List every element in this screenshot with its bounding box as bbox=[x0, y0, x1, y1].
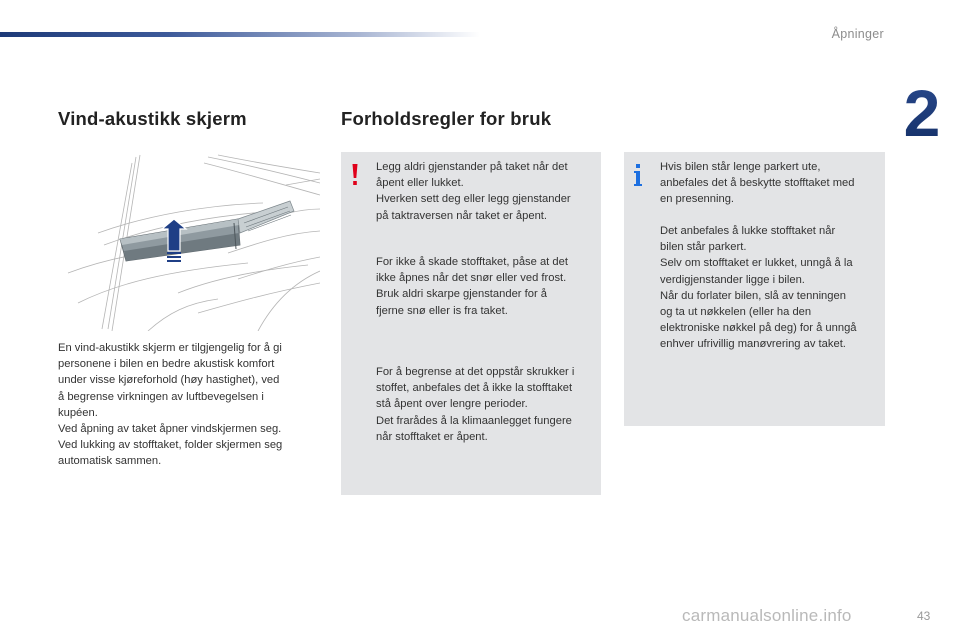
warning-paragraph-1: Legg aldri gjenstander på taket når det åpent eller lukket. Hverken sett deg eller legg gjenstander på taktraversen når taket er åpent. bbox=[376, 161, 571, 222]
sunroof-wind-deflector-illustration bbox=[58, 153, 320, 331]
info-icon bbox=[633, 164, 643, 186]
page-number: 43 bbox=[917, 609, 931, 623]
warning-paragraph-3: For å begrense at det oppstår skrukker i stoffet, anbefales det å ikke la stofftaket stå åpent over lengre perioder. Det frarådes å la klimaanlegget fungere når stofftaket er åpent. bbox=[376, 366, 575, 443]
precautions-title: Forholdsregler for bruk bbox=[341, 108, 552, 129]
chapter-number bbox=[899, 80, 945, 144]
section-label: Åpninger bbox=[831, 27, 884, 41]
warning-exclamation-icon bbox=[351, 164, 359, 186]
warning-paragraph-2: For ikke å skade stofftaket, påse at det ikke åpnes når det snør eller ved frost. Bruk aldri skarpe gjenstander for å fjerne snø eller is fra taket. bbox=[376, 256, 568, 317]
watermark: carmanualsonline.info bbox=[682, 606, 852, 625]
chapter-number-text: 2 bbox=[903, 80, 941, 144]
left-section-paragraph: En vind-akustikk skjerm er tilgjengelig for å gi personene i bilen en bedre akustisk komfort under visse kjøreforhold (høy hastighet), ved å begrense virkningen av luftbevegelsen i kupéen. Ved åpning av taket åpner vindskjermen seg. Ved lukking av stofftaket, folder skjermen seg automatisk sammen. bbox=[58, 342, 283, 468]
header-accent-bar bbox=[0, 32, 480, 37]
left-section-title: Vind-akustikk skjerm bbox=[58, 108, 247, 129]
chapter-number-glyph bbox=[899, 80, 945, 144]
info-paragraph-2: Det anbefales å lukke stofftaket når bilen står parkert. Selv om stofftaket er lukket, unngå å la verdigjenstander ligge i bilen. Når du forlater bilen, slå av tenningen og ta ut nøkkelen (eller ha den elektroniske nøkkel på deg) for å unngå enhver ufrivillig manøvrering av taket. bbox=[660, 225, 857, 351]
info-paragraph-1: Hvis bilen står lenge parkert ute, anbefales det å beskytte stofftaket med en presenning. bbox=[660, 161, 855, 206]
